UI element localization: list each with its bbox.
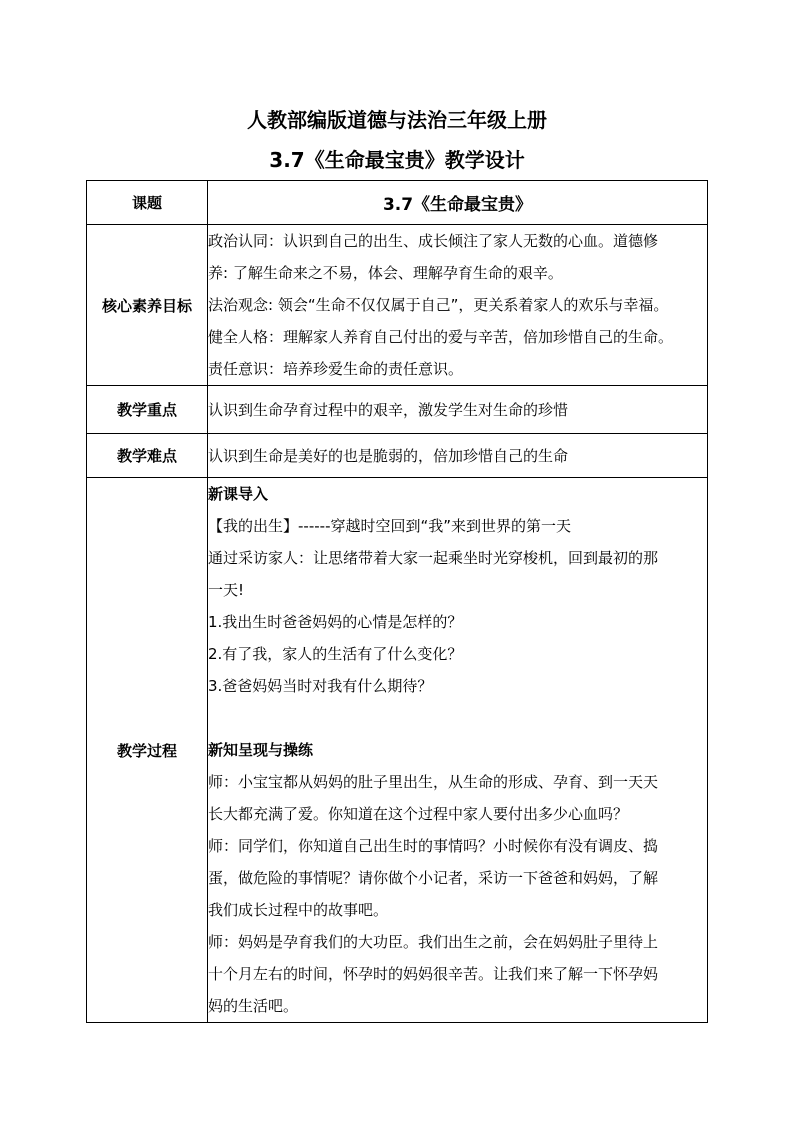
intro-line: 2.有了我，家人的生活有了什么变化？: [208, 645, 463, 663]
key-point-label: 教学重点: [87, 386, 208, 434]
spacer: [208, 702, 707, 734]
core-goals-content: [208, 225, 708, 386]
core-goal-line: 养: 了解生命来之不易，体会、理解孕育生命的艰辛。: [208, 264, 563, 282]
new-knowledge-line: 十个月左右的时间，怀孕时的妈妈很辛苦。让我们来了解一下怀孕妈: [208, 965, 659, 983]
new-knowledge-heading: 新知呈现与操练: [208, 741, 314, 759]
new-knowledge-line: 师：同学们，你知道自己出生时的事情吗？小时候你有没有调皮、捣: [208, 837, 659, 855]
lesson-plan-table: [86, 180, 708, 1023]
intro-line: 1.我出生时爸爸妈妈的心情是怎样的？: [208, 613, 463, 631]
table-row-process: [87, 478, 708, 1023]
table-row-difficulty: [87, 434, 708, 478]
new-knowledge-line: 妈的生活吧。: [208, 997, 299, 1015]
table-row-core-goals: [87, 225, 708, 386]
core-goals-label: 核心素养目标: [87, 225, 208, 386]
new-knowledge-line: 长大都充满了爱。你知道在这个过程中家人要付出多少心血吗？: [208, 805, 629, 823]
intro-line: 一天!: [208, 581, 245, 599]
intro-line: 通过采访家人：让思绪带着大家一起乘坐时光穿梭机，回到最初的那: [208, 549, 659, 567]
core-goal-line: 法治观念: 领会“生命不仅仅属于自己”，更关系着家人的欢乐与幸福。: [208, 296, 669, 314]
core-goal-line: 责任意识：培养珍爱生命的责任意识。: [208, 360, 464, 378]
intro-heading: 新课导入: [208, 485, 269, 503]
intro-line: 【我的出生】------穿越时空回到“我”来到世界的第一天: [208, 517, 572, 535]
process-content: [208, 478, 708, 1023]
new-knowledge-line: 师：妈妈是孕育我们的大功臣。我们出生之前，会在妈妈肚子里待上: [208, 933, 659, 951]
difficulty-label: 教学难点: [87, 434, 208, 478]
core-goal-line: 健全人格：理解家人养育自己付出的爱与辛苦，倍加珍惜自己的生命。: [208, 328, 674, 346]
topic-label: 课题: [87, 181, 208, 225]
document-subtitle: 3.7《生命最宝贵》教学设计: [269, 148, 525, 172]
difficulty-value: 认识到生命是美好的也是脆弱的，倍加珍惜自己的生命: [208, 434, 708, 478]
key-point-value: 认识到生命孕育过程中的艰辛，激发学生对生命的珍惜: [208, 386, 708, 434]
process-label: 教学过程: [87, 478, 208, 1023]
topic-value: 3.7《生命最宝贵》: [208, 181, 708, 225]
table-row-key-point: [87, 386, 708, 434]
document-title: 人教部编版道德与法治三年级上册: [247, 108, 547, 132]
new-knowledge-line: 我们成长过程中的故事吧。: [208, 901, 389, 919]
table-row-topic: [87, 181, 708, 225]
intro-line: 3.爸爸妈妈当时对我有什么期待？: [208, 677, 433, 695]
new-knowledge-line: 师：小宝宝都从妈妈的肚子里出生，从生命的形成、孕育、到一天天: [208, 773, 659, 791]
new-knowledge-line: 蛋，做危险的事情呢？请你做个小记者，采访一下爸爸和妈妈，了解: [208, 869, 659, 887]
core-goal-line: 政治认同：认识到自己的出生、成长倾注了家人无数的心血。道德修: [208, 232, 659, 250]
